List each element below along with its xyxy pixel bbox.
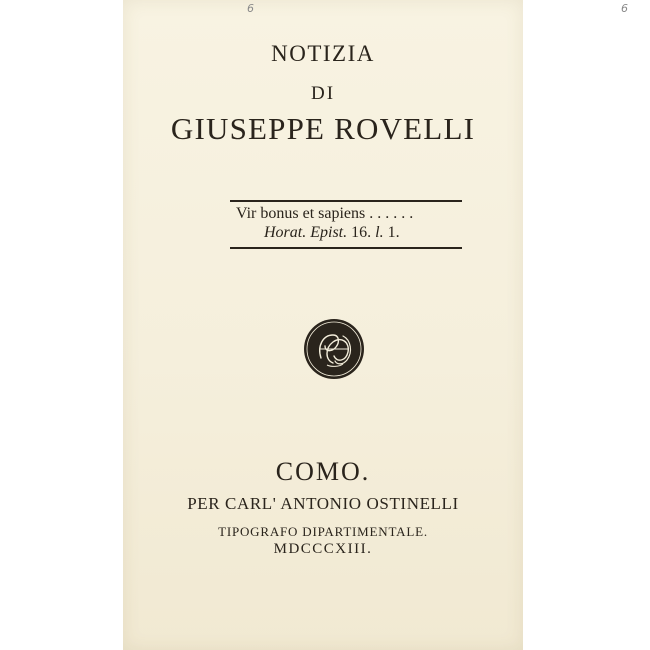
- epigraph-top-rule: [230, 200, 462, 202]
- citation-book-abbr: l.: [375, 224, 384, 241]
- book-title-page: [123, 0, 628, 650]
- title-di: DI: [310, 83, 336, 104]
- epigraph-bottom-rule: [230, 247, 462, 249]
- citation-book-number: 1.: [387, 224, 400, 241]
- printer-monogram-icon: [303, 318, 365, 380]
- pencil-page-number-right: 6: [621, 2, 628, 15]
- imprint-city: COMO.: [275, 457, 371, 486]
- citation-work: Epist.: [310, 224, 348, 241]
- citation-number: 16.: [351, 224, 372, 241]
- pencil-page-number-left: 6: [247, 2, 254, 15]
- imprint-printer-role: TIPOGRAFO DIPARTIMENTALE.: [218, 524, 428, 539]
- title-author-name: GIUSEPPE ROVELLI: [170, 111, 476, 146]
- citation-author: Horat.: [264, 224, 307, 241]
- epigraph-citation: [264, 224, 400, 242]
- title-notizia: NOTIZIA: [271, 41, 375, 66]
- imprint-year: MDCCCXIII.: [273, 541, 373, 557]
- epigraph-motto: Vir bonus et sapiens . . . . . .: [236, 205, 414, 222]
- imprint-printer: PER CARL' ANTONIO OSTINELLI: [187, 494, 459, 513]
